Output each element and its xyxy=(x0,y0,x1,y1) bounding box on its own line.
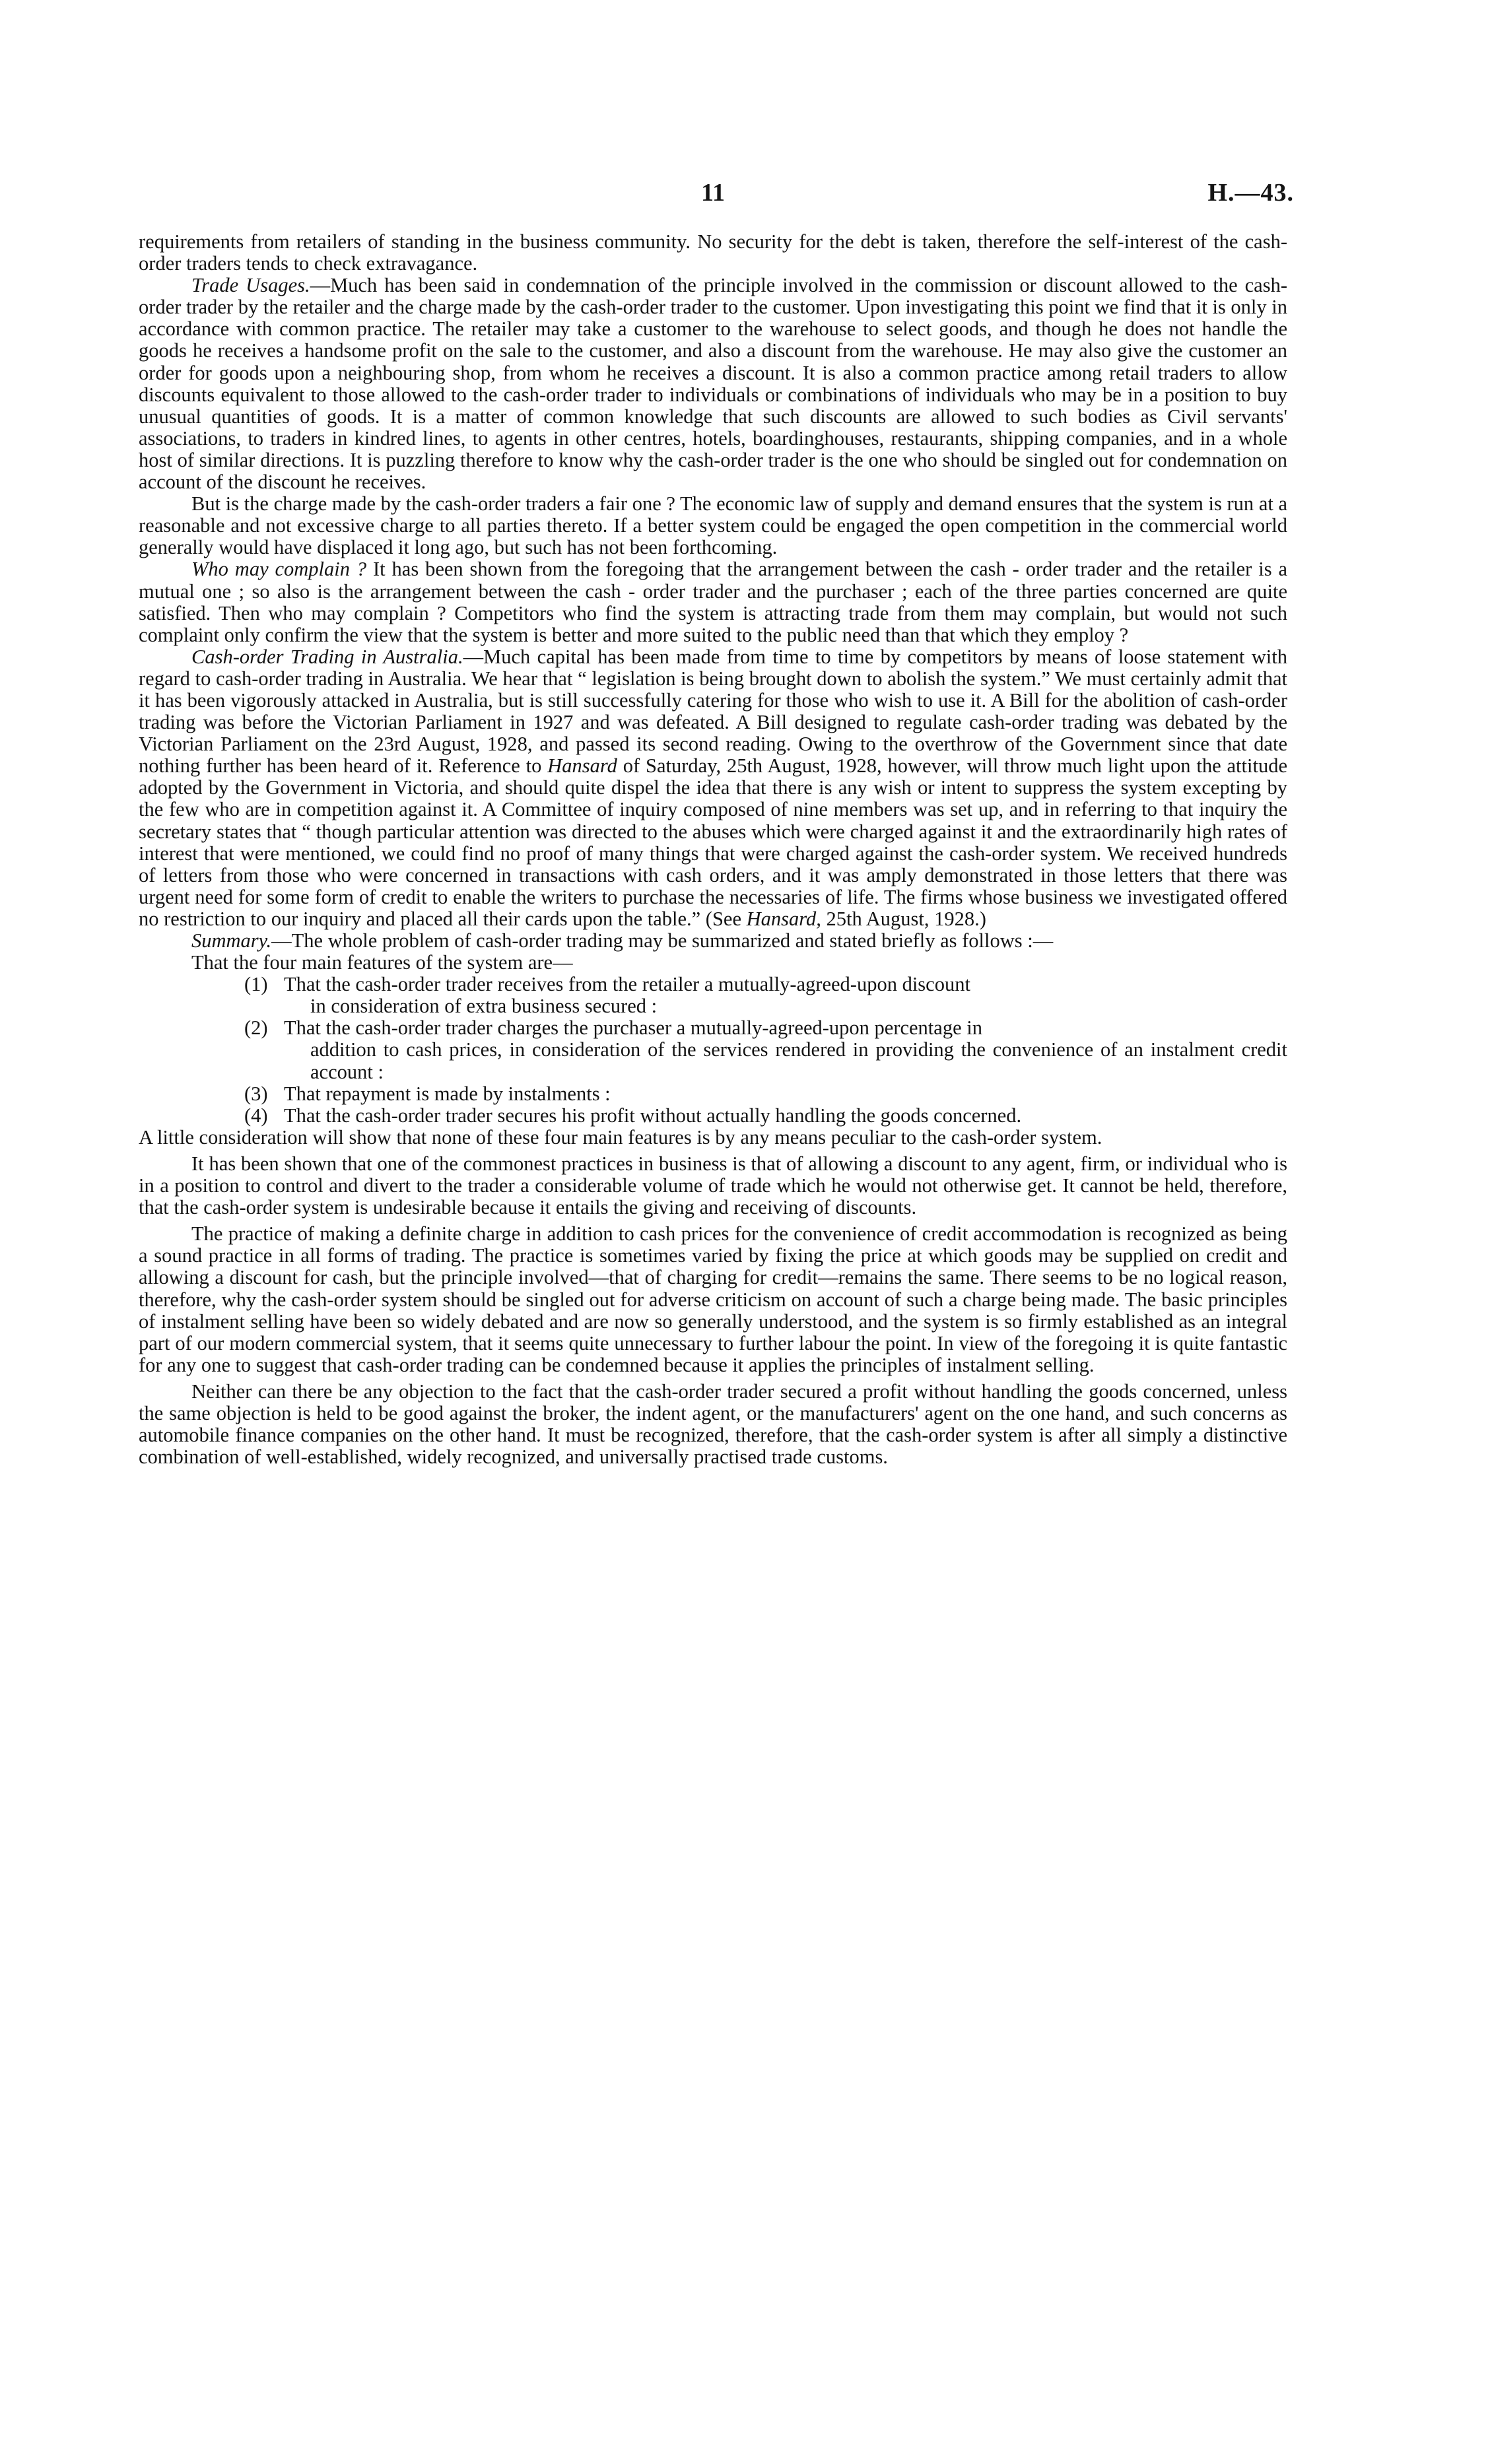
paragraph-summary xyxy=(139,930,1287,952)
section-heading-summary: Summary. xyxy=(191,929,272,952)
hansard-reference: Hansard xyxy=(547,754,617,778)
list-item xyxy=(139,1083,1287,1105)
list-item xyxy=(139,1105,1287,1127)
list-text-continued: in consideration of extra business secured : xyxy=(310,995,658,1018)
paragraph-text: 25th August, 1928.) xyxy=(821,907,986,930)
paragraph-credit-charge xyxy=(139,1223,1287,1376)
paragraph-fair-charge xyxy=(139,493,1287,558)
list-number: (1) xyxy=(244,973,268,996)
list-item xyxy=(139,974,1287,1017)
paragraph-text: Neither can there be any objection to the fact that the cash-order trader secured a profit without handling the goods concerned, unless the same objection is held to be good against the broker, the indent agent, or the manufacturers' agent on the one hand, and such concerns as automobile finance companies on the other hand. It must be recognized, therefore, that the cash-order system is after all simply a distinctive combination of well-established, widely recognized, and universally practised trade customs. xyxy=(139,1380,1287,1469)
list-number: (4) xyxy=(244,1104,268,1127)
paragraph-text: The practice of making a definite charge in addition to cash prices for the convenience of credit accommodation is recognized as being a sound practice in all forms of trading. The practice is sometimes varied by fixing the price at which goods may be supplied on credit and allowing a discount for cash, but the principle involved—that of charging for credit—remains the same. There seems to be no logical reason, therefore, why the cash-order system should be singled out for adverse criticism on account of such a charge being made. The basic principles of instalment selling have been so widely debated and are now so generally understood, and the system is so firmly established as an integral part of our modern commercial system, that it seems quite unnecessary to further labour the point. In view of the foregoing it is quite fantastic for any one to suggest that cash-order trading can be condemned because it applies the principles of instalment selling. xyxy=(139,1222,1287,1376)
list-intro: That the four main features of the system are— xyxy=(191,951,573,974)
hansard-reference: Hansard, xyxy=(746,907,821,930)
list-body xyxy=(284,974,1287,1017)
paragraph-who-may-complain xyxy=(139,558,1287,646)
paragraph-australia xyxy=(139,646,1287,930)
paragraph-text: —Much capital has been made from time to time by competitors by means of loose statement with regard to cash-order trading in Australia. We hear that “ legislation is being brought down to abolish the system.” We must certainly admit that it has been vigorously attacked in Australia, but is still successfully catering for those who wish to use it. A Bill for the abolition of cash-order trading was before the Victorian Parliament in 1927 and was defeated. A Bill designed to regulate cash-order trading was debated by the Victorian Parliament on the 23rd August, 1928, and passed its second reading. Owing to the overthrow of the Government since that date nothing further has been heard of it. Reference to xyxy=(139,645,1287,778)
paragraph-text: —The whole problem of cash-order trading may be summarized and stated briefly as follows :— xyxy=(271,929,1054,952)
paragraph-text: A little consideration will show that none of these four main features is by any means peculiar to the cash-order system. xyxy=(139,1125,1102,1149)
paragraph-continuation xyxy=(139,231,1287,275)
section-heading-australia: Cash-order Trading in Australia. xyxy=(191,645,463,668)
paragraph-trade-usages xyxy=(139,275,1287,493)
paragraph-text: It has been shown that one of the commonest practices in business is that of allowing a discount to any agent, firm, or individual who is in a position to control and divert to the trader a considerable volume of trade which he would not otherwise get. It cannot be held, therefore, that the cash-order system is undesirable because it entails the giving and receiving of discounts. xyxy=(139,1152,1287,1219)
list-text: That the cash-order trader receives from the retailer a mutually-agreed-upon discount xyxy=(284,973,970,996)
body-text xyxy=(139,231,1287,1468)
list-number: (2) xyxy=(244,1016,268,1040)
paragraph-text: But is the charge made by the cash-order traders a fair one ? The economic law of supply and demand ensures that the system is run at a reasonable and not excessive charge to all parties thereto. If a better system could be engaged the open competition in the commercial world generally would have displaced it long ago, but such has not been forthcoming. xyxy=(139,492,1287,559)
section-heading-trade-usages: Trade Usages. xyxy=(191,274,310,297)
list-number: (3) xyxy=(244,1082,268,1105)
list-text: That the cash-order trader charges the purchaser a mutually-agreed-upon percentage in xyxy=(284,1016,982,1040)
paragraph-profit-without-handling xyxy=(139,1381,1287,1468)
paragraph-text: —Much has been said in condemnation of the principle involved in the commission or discount allowed to the cash-order trader by the retailer and the charge made by the cash-order trader to the customer. Upon investigating this point we find that it is only in accordance with common practice. The retailer may take a customer to the warehouse to select goods, and though he does not handle the goods he receives a handsome profit on the sale to the customer, and also a discount from the warehouse. He may also give the customer an order for goods upon a neighbouring shop, from whom he receives a discount. It is also a common practice among retail traders to allow discounts equivalent to those allowed to the cash-order trader to individuals or combinations of individuals who may be in a position to buy unusual quantities of goods. It is a matter of common knowledge that such discounts are allowed to such bodies as Civil servants' associations, to traders in kindred lines, to agents in other centres, hotels, boardinghouses, restaurants, shipping companies, and in a whole host of similar directions. It is puzzling therefore to know why the cash-order trader is the one who should be singled out for condemnation on account of the discount he receives. xyxy=(139,274,1287,494)
page-header xyxy=(139,178,1294,231)
paragraph-conclusion-intro xyxy=(139,1127,1287,1149)
list-text: That the cash-order trader secures his profit without actually handling the goods concerned. xyxy=(284,1104,1022,1127)
paragraph-text: of Saturday, 25th August, 1928, however, will throw much light upon the attitude adopted by the Government in Victoria, and should quite dispel the idea that there is any wish or intent to suppress the system excepting by the few who are in competition against it. A Committee of inquiry composed of nine members was set up, and in referring to that inquiry the secretary states that “ though particular attention was directed to the abuses which were charged against it and the extraordinarily high rates of interest that were mentioned, we could find no proof of many things that were charged against the cash-order system. We received hundreds of letters from those who were concerned in transactions with cash orders, and it was amply demonstrated in those letters that there was urgent need for some form of credit to enable the writers to purchase the necessaries of life. The firms whose business we investigated offered no restriction to our inquiry and placed all their cards upon the table.” (See xyxy=(139,754,1287,930)
list-item xyxy=(139,1017,1287,1082)
list-body xyxy=(284,1017,1287,1082)
page-number: 11 xyxy=(701,179,725,207)
paragraph-text: It has been shown from the foregoing that the arrangement between the cash - order trader and the retailer is a mutual one ; so also is the arrangement between the cash - order trader and the purchaser ; each of the three parties concerned are quite satisfied. Then who may complain ? Competitors who find the system is attracting trade from them may complain, but would not such complaint only confirm the view that the system is better and more suited to the public need than that which they employ ? xyxy=(139,558,1287,646)
section-heading-who-may-complain: Who may complain ? xyxy=(191,558,367,581)
list-text-continued: addition to cash prices, in consideration of the services rendered in providing the convenience of an instalment credit account : xyxy=(310,1038,1287,1083)
paragraph-text: requirements from retailers of standing in the business community. No security for the debt is taken, therefore the self-interest of the cash-order traders tends to check extravagance. xyxy=(139,230,1287,275)
list-text: That repayment is made by instalments : xyxy=(284,1082,611,1105)
list-body xyxy=(284,1105,1287,1127)
document-page xyxy=(139,178,1294,1469)
document-reference: H.—43. xyxy=(1207,179,1294,207)
list-body xyxy=(284,1083,1287,1105)
paragraph-discounts xyxy=(139,1153,1287,1218)
